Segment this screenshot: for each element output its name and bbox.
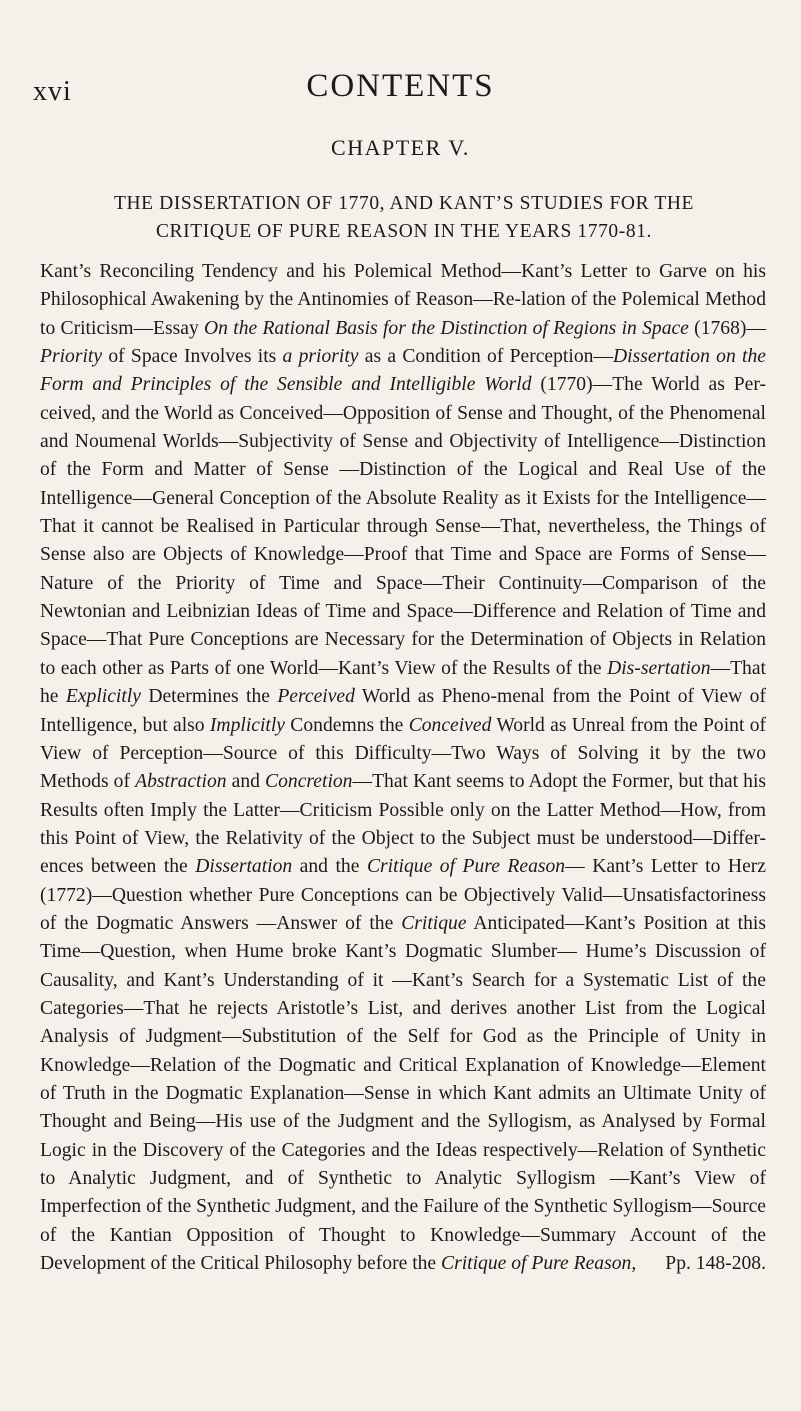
- summary-italic-segment: Dis-sertation: [607, 657, 711, 679]
- summary-italic-segment: Critique of Pure Reason,: [441, 1253, 637, 1275]
- summary-italic-segment: Dissertation on the Form and Principles of the Sensible and Intelligible World: [40, 346, 766, 396]
- summary-segment: and the: [292, 856, 367, 878]
- summary-italic-segment: Dissertation: [195, 856, 293, 878]
- summary-segment: as a Condition of Perception—: [358, 346, 614, 368]
- summary-italic-segment: Critique: [401, 912, 467, 934]
- summary-text: [40, 261, 766, 1274]
- summary-segment: — Kant’s Letter to Herz (1772)—Question whether Pure Conceptions can be Objectively Valid—Unsatisfactoriness of the Dogmatic Answers —Answer of the: [40, 856, 766, 934]
- chapter-title-line-1: THE DISSERTATION OF 1770, AND KANT’S STUDIES FOR THE: [113, 193, 695, 214]
- summary-italic-segment: Explicitly: [65, 686, 141, 708]
- chapter-heading: CHAPTER V.: [331, 135, 470, 160]
- summary-italic-segment: On the Rational Basis for the Distinction of Regions in Space: [204, 317, 689, 339]
- summary-segment: Anticipated—Kant’s Position at this Time—Question, when Hume broke Kant’s Dogmatic Slumber— Hume’s Discussion of Causality, and Kant’s Understanding of it —Kant’s Search for a Systematic List of the Categories—That he rejects Aristotle’s List, and derives another List from the Logical Analysis of Judgment—Substitution of the Self for God as the Principle of Unity in Knowledge—Relation of the Dogmatic and Critical Explanation of Knowledge—Element of Truth in the Dogmatic Explanation—Sense in which Kant admits an Ultimate Unity of Thought and Being—His use of the Judgment and the Syllogism, as Analysed by Formal Logic in the Discovery of the Categories and the Ideas respectively—Relation of Synthetic to Analytic Judgment, and of Synthetic to Analytic Syllogism —Kant’s View of Imperfection of the Synthetic Judgment, and the Failure of the Synthetic Syllogism—Source of the Kantian Opposition of Thought to Knowledge—Summary Account of the Development of the Critical Philosophy before the: [40, 912, 766, 1275]
- chapter-title-line-2: CRITIQUE OF PURE REASON IN THE YEARS 1770-81.: [155, 221, 653, 242]
- page-reference: Pp. 148-208.: [665, 1253, 766, 1275]
- page-number: xvi: [33, 76, 72, 107]
- summary-segment: and: [226, 771, 266, 793]
- summary-segment: Determines the: [140, 686, 278, 708]
- summary-italic-segment: a priority: [282, 346, 359, 368]
- summary-segment: Kant’s Reconciling Tendency and his Polemical Method—Kant’s Letter to Garve on his Philosophical Awakening by the Antinomies of Reason—Re-lation of the Polemical Method to Criticism—Essay: [40, 261, 766, 339]
- summary-segment: —That he: [40, 657, 766, 708]
- summary-italic-segment: Abstraction: [135, 771, 227, 793]
- summary-segment: (1770)—The World as Per-ceived, and the World as Conceived—Opposition of Sense and Thought, of the Phenomenal and Noumenal Worlds—Subjectivity of Sense and Objectivity of Intelligence—Distinction of the Form and Matter of Sense —Distinction of the Logical and Real Use of the Intelligence—General Conception of the Absolute Reality as it Exists for the Intelligence—That it cannot be Realised in Particular through Sense—That, nevertheless, the Things of Sense also are Objects of Knowledge—Proof that Time and Space are Forms of Sense—Nature of the Priority of Time and Space—Their Continuity—Comparison of the Newtonian and Leibnizian Ideas of Time and Space—Difference and Relation of Time and Space—That Pure Conceptions are Necessary for the Determination of Objects in Relation to each other as Parts of one World—Kant’s View of the Results of the: [40, 374, 766, 679]
- summary-segment: World as Unreal from the Point of View of Perception—Source of this Difficulty—Two Ways of Solving it by the two Methods of: [40, 714, 767, 793]
- summary-segment: Condemns the: [285, 714, 409, 736]
- summary-segment: World as Pheno-menal from the Point of View of Intelligence, but also: [40, 686, 766, 736]
- summary-segment: —That Kant seems to Adopt the Former, but that his Results often Imply the Latter—Criticism Possible only on the Latter Method—How, from this Point of View, the Relativity of the Object to the Subject must be understood—Differ-ences between the: [40, 771, 767, 878]
- summary-segment: of Space Involves its: [102, 346, 283, 368]
- summary-italic-segment: Implicitly: [209, 714, 285, 736]
- summary-italic-segment: Conceived: [408, 714, 492, 736]
- chapter-title: [40, 190, 768, 246]
- summary-italic-segment: Priority: [40, 346, 103, 368]
- summary-italic-segment: Concretion: [265, 771, 353, 793]
- summary-italic-segment: Perceived: [277, 686, 355, 708]
- summary-segment: (1768)—: [688, 317, 766, 339]
- summary-italic-segment: Critique of Pure Reason: [366, 856, 566, 878]
- chapter-summary: [40, 258, 766, 1278]
- running-head: CONTENTS: [306, 68, 495, 104]
